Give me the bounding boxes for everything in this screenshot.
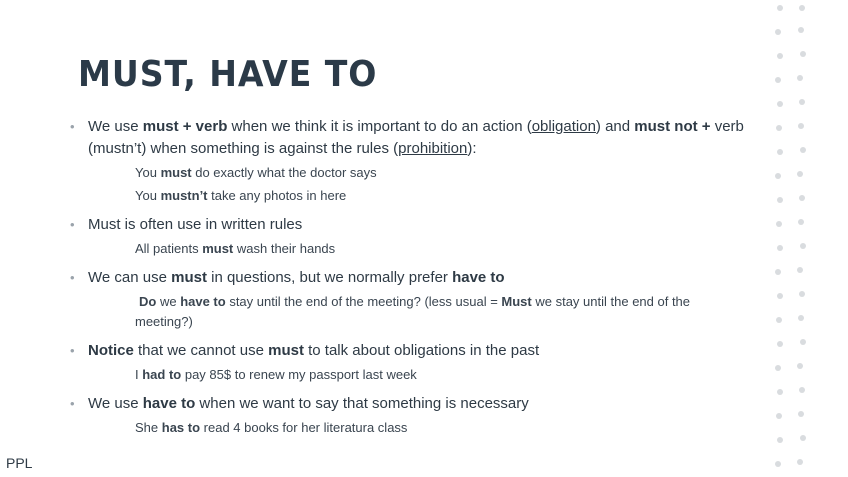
slide-title: MUST, HAVE TO bbox=[78, 54, 378, 95]
example-line: Do we have to stay until the end of the meeting? (less usual = Must we stay until the end of the meeting?) bbox=[135, 294, 691, 329]
footer-label: PPL bbox=[6, 455, 33, 471]
prohibition-term: prohibition bbox=[398, 140, 468, 157]
example-line: You must do exactly what the doctor says bbox=[135, 165, 377, 180]
bullet-past: • Notice that we cannot use must to talk about obligations in the past bbox=[68, 340, 748, 362]
obligation-term: obligation bbox=[531, 118, 596, 135]
bullet-obligation: • We use must + verb when we think it is important to do an action (obligation) and must not + verb (mustn’t) when something is against the rules (prohibition): bbox=[68, 116, 748, 160]
example-line: All patients must wash their hands bbox=[135, 241, 336, 256]
example-line: She has to read 4 books for her literatura class bbox=[135, 420, 408, 435]
example-line: I had to pay 85$ to renew my passport last week bbox=[135, 367, 417, 382]
example-line: You mustn’t take any photos in here bbox=[135, 188, 347, 203]
decorative-dots bbox=[768, 0, 818, 477]
bullet-necessary: • We use have to when we want to say that something is necessary bbox=[68, 393, 748, 415]
bullet-questions: • We can use must in questions, but we normally prefer have to bbox=[68, 267, 748, 289]
bullet-written-rules: • Must is often use in written rules bbox=[68, 214, 748, 236]
slide-content bbox=[68, 110, 748, 438]
